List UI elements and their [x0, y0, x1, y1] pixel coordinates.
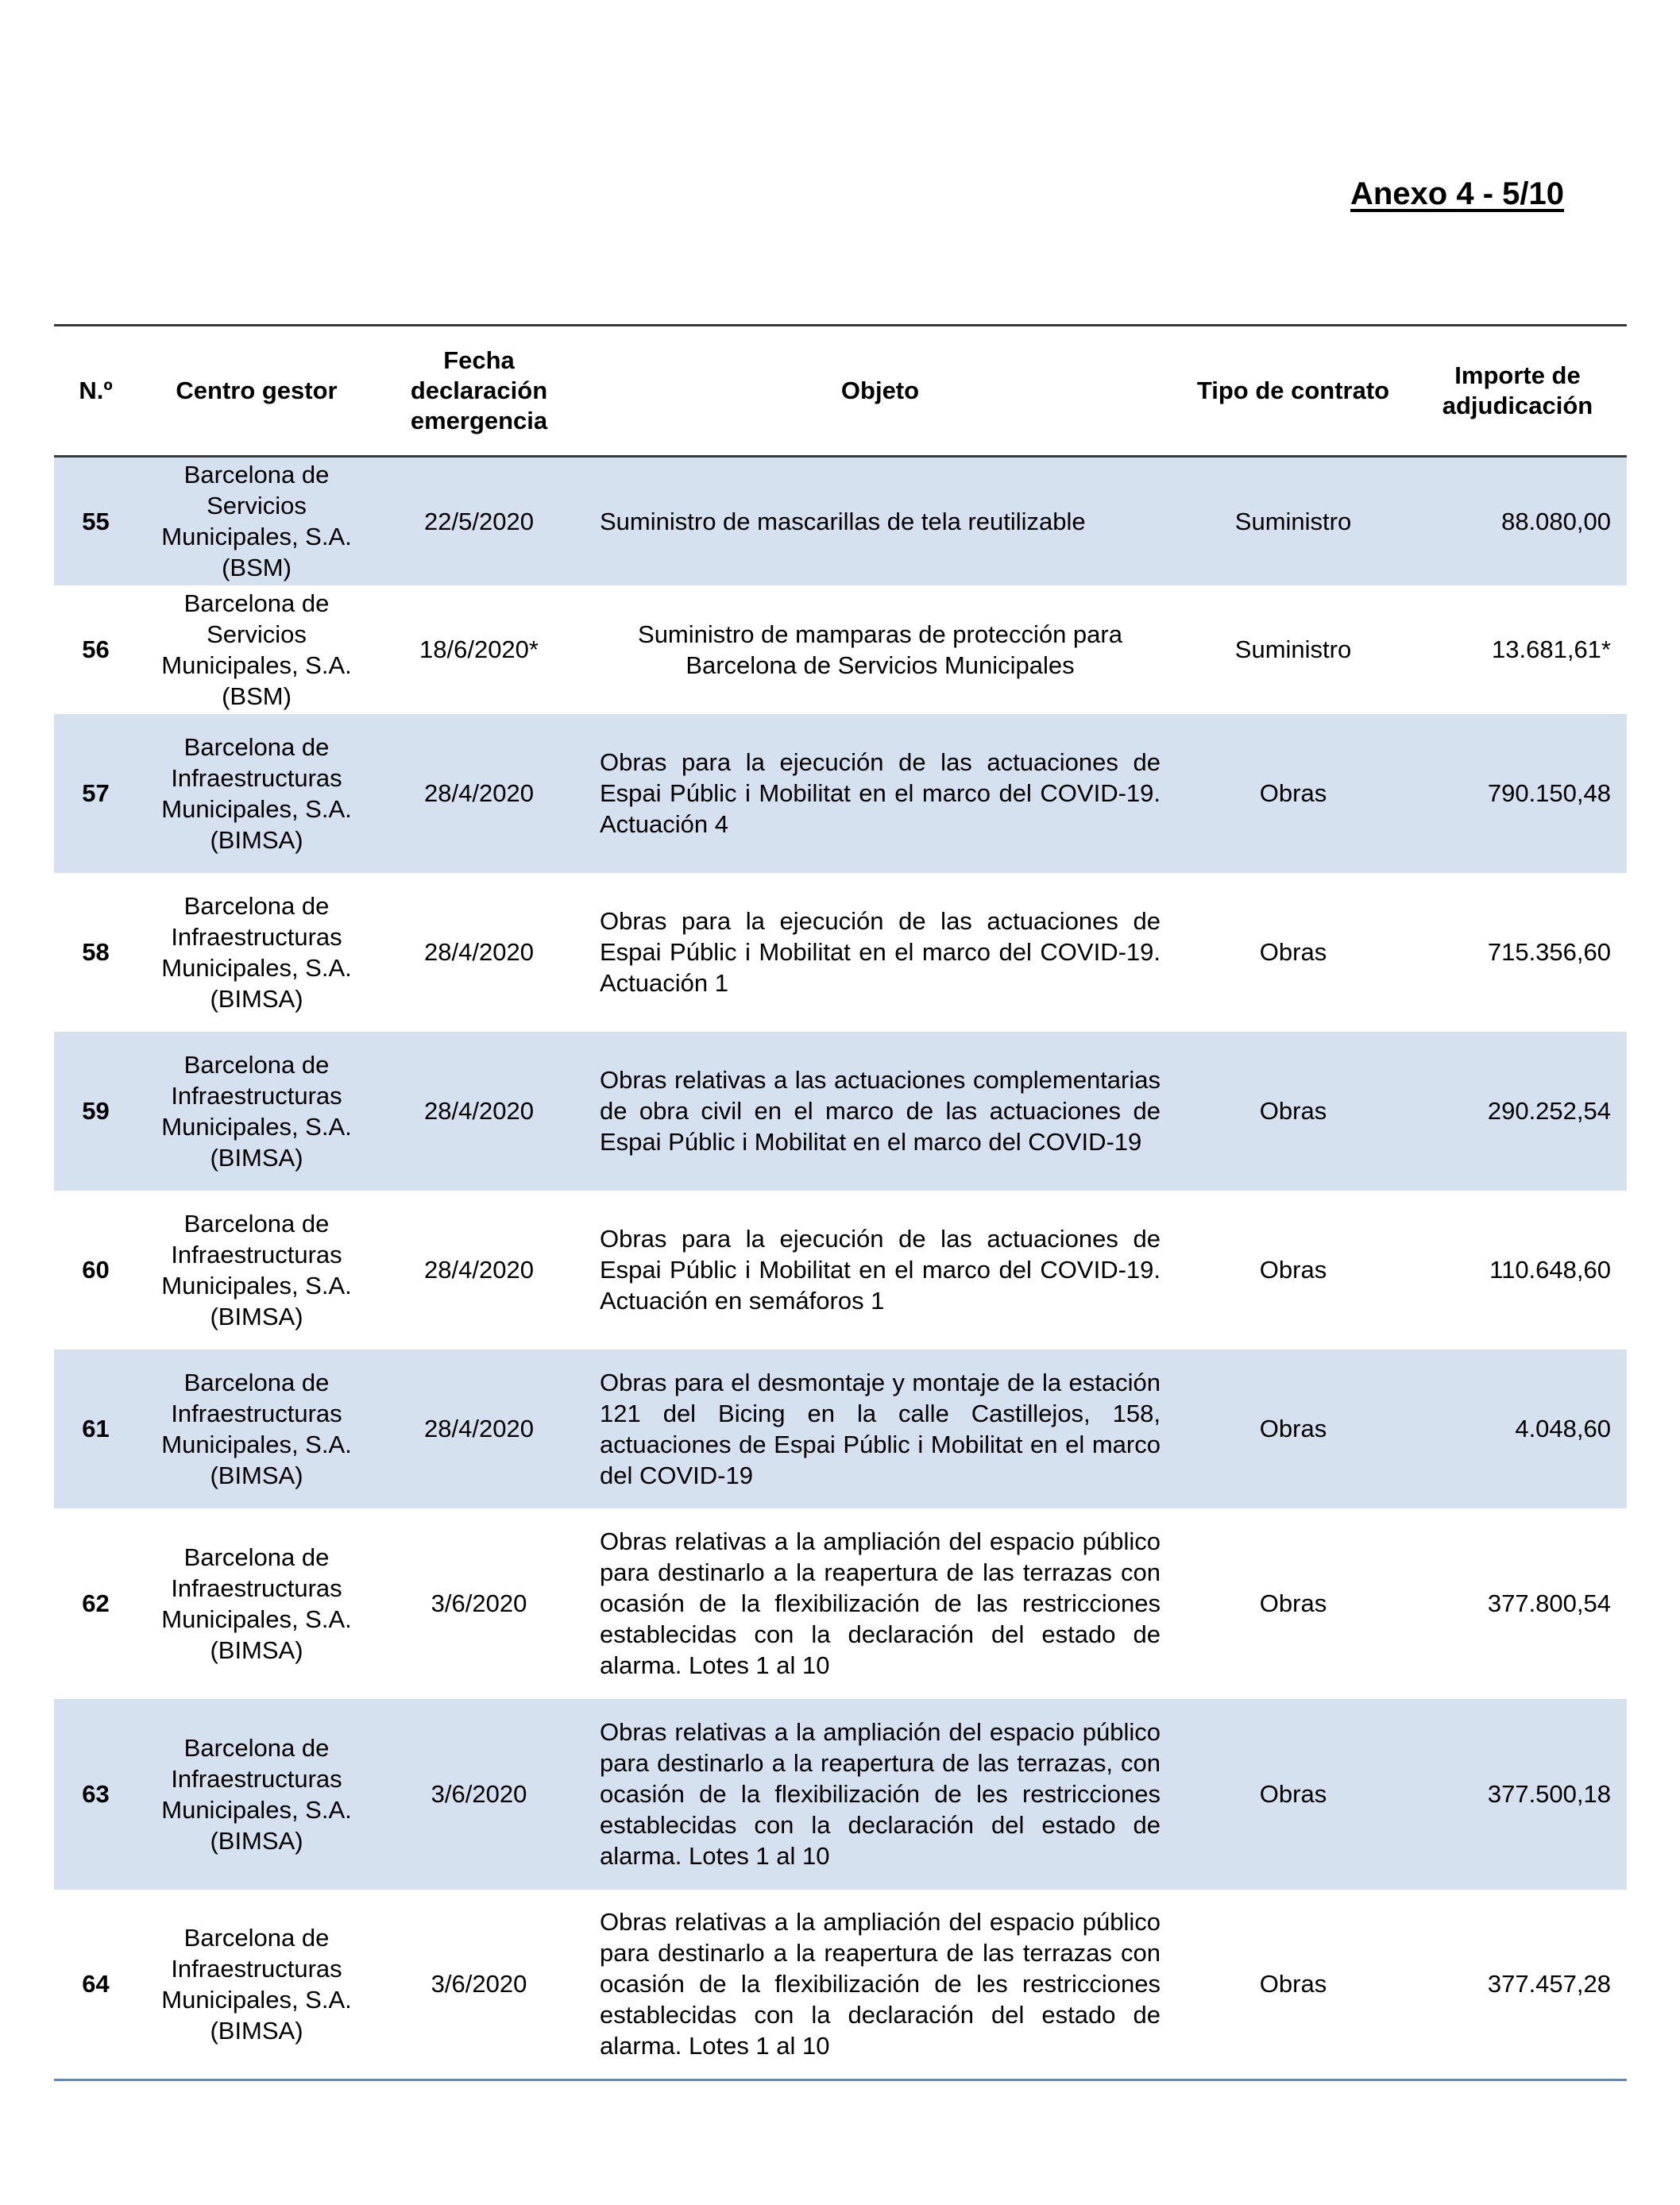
row-importe: 377.457,28 — [1408, 1890, 1627, 2080]
table-row — [54, 1508, 1627, 1699]
header-num: N.º — [54, 326, 137, 457]
row-centro-gestor: Barcelona de Infraestructuras Municipales, S.A. (BIMSA) — [137, 1699, 376, 1890]
row-centro-gestor: Barcelona de Servicios Municipales, S.A. (BSM) — [161, 589, 352, 710]
row-fecha: 28/4/2020 — [424, 1256, 534, 1284]
row-objeto: Suministro de mascarillas de tela reutilizable — [582, 457, 1178, 585]
row-importe: 790.150,48 — [1408, 714, 1627, 873]
row-objeto: Obras para la ejecución de las actuaciones de Espai Públic i Mobilitat en el marco del COVID-19. Actuación en semáforos 1 — [600, 1225, 1161, 1315]
row-importe: 290.252,54 — [1408, 1032, 1627, 1191]
table-row — [54, 585, 1627, 714]
header-centro-gestor: Centro gestor — [137, 326, 376, 457]
row-tipo: Suministro — [1234, 635, 1352, 663]
table-row — [54, 1890, 1627, 2080]
row-num: 58 — [82, 938, 110, 966]
row-fecha: 22/5/2020 — [376, 457, 582, 585]
row-centro-gestor: Barcelona de Infraestructuras Municipales, S.A. (BIMSA) — [137, 714, 376, 873]
row-fecha: 28/4/2020 — [424, 938, 534, 966]
row-centro-gestor: Barcelona de Infraestructuras Municipales, S.A. (BIMSA) — [161, 891, 352, 1013]
row-fecha: 3/6/2020 — [376, 1890, 582, 2080]
row-objeto: Obras relativas a la ampliación del espacio público para destinarlo a la reapertura de las terrazas, con ocasión de la flexibilización de les restricciones establecidas con la declaración del estado de alarma. Lotes 1 al 10 — [582, 1699, 1178, 1890]
row-num: 60 — [82, 1256, 110, 1284]
row-centro-gestor: Barcelona de Infraestructuras Municipales, S.A. (BIMSA) — [137, 1350, 376, 1508]
row-fecha: 28/4/2020 — [376, 714, 582, 873]
row-tipo: Obras — [1259, 938, 1327, 966]
row-num: 57 — [54, 714, 137, 873]
contracts-table — [54, 324, 1627, 2081]
row-num: 55 — [54, 457, 137, 585]
row-tipo: Obras — [1178, 1032, 1408, 1191]
row-num: 56 — [82, 635, 110, 663]
row-num: 64 — [54, 1890, 137, 2080]
table-row — [54, 1191, 1627, 1350]
row-tipo: Obras — [1259, 1589, 1327, 1617]
row-tipo: Obras — [1178, 1350, 1408, 1508]
row-objeto: Obras relativas a las actuaciones complementarias de obra civil en el marco de las actuaciones de Espai Públic i Mobilitat en el marco del COVID-19 — [582, 1032, 1178, 1191]
row-num: 63 — [54, 1699, 137, 1890]
row-importe: 377.500,18 — [1408, 1699, 1627, 1890]
row-objeto: Obras relativas a la ampliación del espacio público para destinarlo a la reapertura de las terrazas con ocasión de la flexibilización de las restricciones establecidas con la declaración del estado de alarma. Lotes 1 al 10 — [600, 1527, 1161, 1679]
row-fecha: 28/4/2020 — [376, 1350, 582, 1508]
row-fecha: 3/6/2020 — [431, 1589, 527, 1617]
row-centro-gestor: Barcelona de Infraestructuras Municipales, S.A. (BIMSA) — [161, 1209, 352, 1330]
row-tipo: Obras — [1178, 1699, 1408, 1890]
row-importe: 377.800,54 — [1487, 1589, 1611, 1617]
header-tipo-contrato: Tipo de contrato — [1178, 326, 1408, 457]
table-row — [54, 873, 1627, 1032]
table-row — [54, 714, 1627, 873]
row-objeto: Obras para el desmontaje y montaje de la estación 121 del Bicing en la calle Castillejos, 158, actuaciones de Espai Públic i Mobilitat en el marco del COVID-19 — [582, 1350, 1178, 1508]
row-objeto: Obras para la ejecución de las actuaciones de Espai Públic i Mobilitat en el marco del COVID-19. Actuación 1 — [600, 907, 1161, 997]
table-row — [54, 1699, 1627, 1890]
table-row — [54, 1350, 1627, 1508]
row-importe: 110.648,60 — [1489, 1256, 1611, 1284]
header-importe: Importe de adjudicación — [1408, 326, 1627, 457]
table-row — [54, 1032, 1627, 1191]
row-num: 61 — [54, 1350, 137, 1508]
row-centro-gestor: Barcelona de Infraestructuras Municipales, S.A. (BIMSA) — [161, 1543, 352, 1664]
row-fecha: 28/4/2020 — [376, 1032, 582, 1191]
annex-label: Anexo 4 - 5/10 — [1350, 176, 1564, 211]
row-tipo: Obras — [1178, 714, 1408, 873]
row-centro-gestor: Barcelona de Infraestructuras Municipales, S.A. (BIMSA) — [137, 1890, 376, 2080]
row-fecha: 18/6/2020* — [419, 635, 539, 663]
table-header-row — [54, 326, 1627, 457]
row-importe: 13.681,61* — [1492, 635, 1611, 663]
row-importe: 88.080,00 — [1408, 457, 1627, 585]
row-objeto: Suministro de mamparas de protección para Barcelona de Servicios Municipales — [638, 620, 1122, 679]
row-num: 59 — [54, 1032, 137, 1191]
row-fecha: 3/6/2020 — [376, 1699, 582, 1890]
header-objeto: Objeto — [582, 326, 1178, 457]
row-objeto: Obras relativas a la ampliación del espacio público para destinarlo a la reapertura de las terrazas con ocasión de la flexibilización de les restricciones establecidas con la declaración del estado de alarma. Lotes 1 al 10 — [582, 1890, 1178, 2080]
header-fecha: Fecha declaración emergencia — [376, 326, 582, 457]
row-tipo: Suministro — [1178, 457, 1408, 585]
row-importe: 4.048,60 — [1408, 1350, 1627, 1508]
row-tipo: Obras — [1259, 1256, 1327, 1284]
table-row — [54, 457, 1627, 585]
row-importe: 715.356,60 — [1487, 938, 1611, 966]
row-objeto: Obras para la ejecución de las actuaciones de Espai Públic i Mobilitat en el marco del COVID-19. Actuación 4 — [582, 714, 1178, 873]
row-tipo: Obras — [1178, 1890, 1408, 2080]
row-num: 62 — [82, 1589, 110, 1617]
row-centro-gestor: Barcelona de Servicios Municipales, S.A. (BSM) — [137, 457, 376, 585]
row-centro-gestor: Barcelona de Infraestructuras Municipales, S.A. (BIMSA) — [137, 1032, 376, 1191]
